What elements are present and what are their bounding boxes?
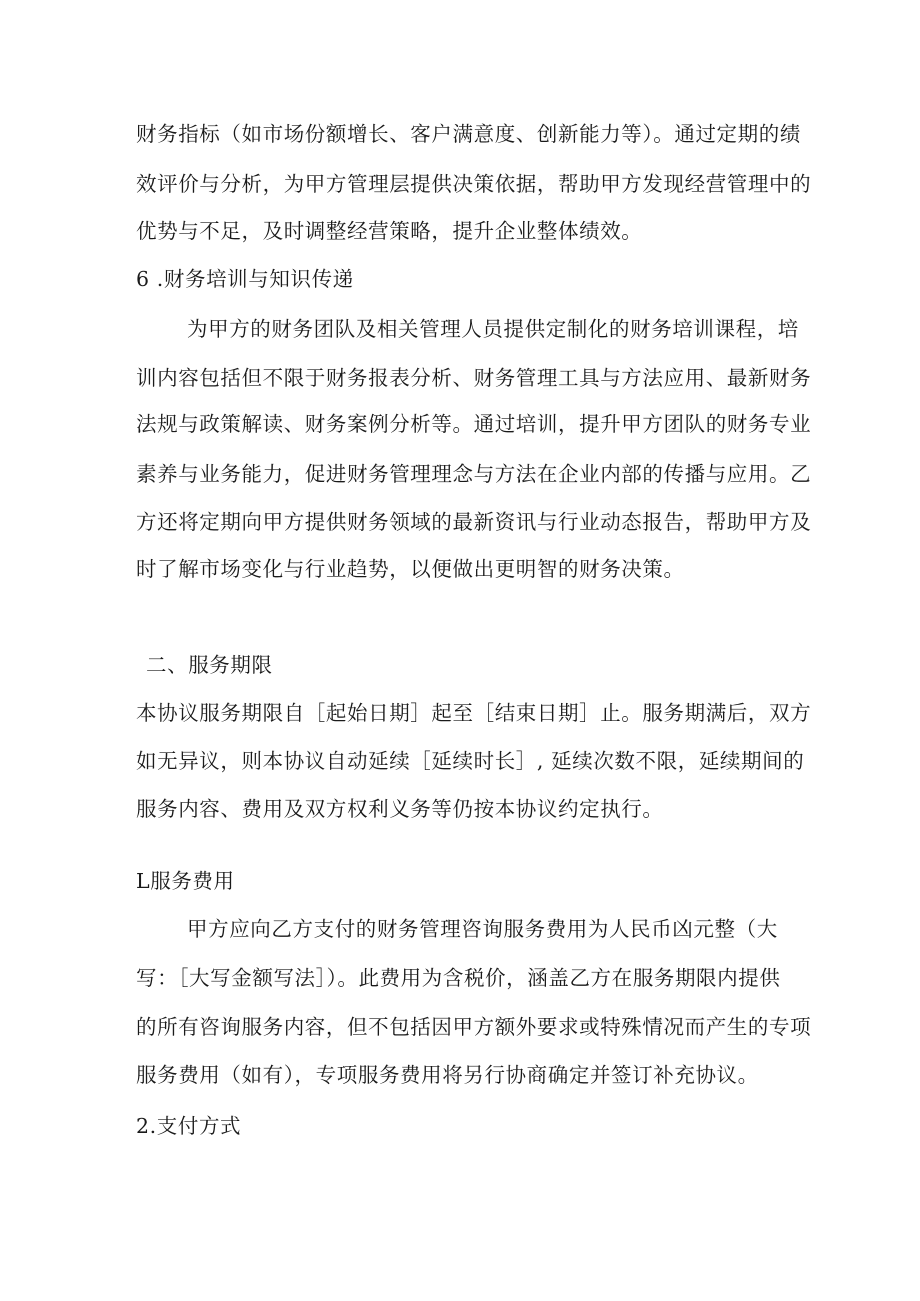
- paragraph-line: 如无异议，则本协议自动延续［延续时长］, 延续次数不限，延续期间的: [136, 749, 805, 773]
- paragraph-line: 优势与不足，及时调整经营策略，提升企业整体绩效。: [136, 219, 643, 243]
- paragraph-line: 时了解市场变化与行业趋势，以便做出更明智的财务决策。: [136, 557, 685, 581]
- section-heading: L服务费用: [136, 869, 235, 893]
- paragraph-line: 服务内容、费用及双方权利义务等仍按本协议约定执行。: [136, 797, 664, 821]
- paragraph-line: 服务费用（如有），专项服务费用将另行协商确定并签订补充协议。: [136, 1063, 759, 1087]
- section-heading: 二、服务期限: [146, 653, 273, 677]
- section-heading: 6 .财务培训与知识传递: [136, 267, 354, 291]
- paragraph-line: 法规与政策解读、财务案例分析等。通过培训，提升甲方团队的财务专业: [136, 412, 812, 436]
- paragraph-line: 训内容包括但不限于财务报表分析、财务管理工具与方法应用、最新财务: [136, 366, 812, 390]
- paragraph-line: 为甲方的财务团队及相关管理人员提供定制化的财务培训课程，培: [187, 317, 799, 341]
- paragraph-line: 的所有咨询服务内容，但不包括因甲方额外要求或特殊情况而产生的专项: [136, 1015, 812, 1039]
- paragraph-line: 甲方应向乙方支付的财务管理咨询服务费用为人民币凶元整（大: [187, 917, 778, 941]
- section-heading: 2.支付方式: [136, 1114, 242, 1138]
- paragraph-line: 素养与业务能力，促进财务管理理念与方法在企业内部的传播与应用。乙: [136, 462, 812, 486]
- paragraph-line: 效评价与分析，为甲方管理层提供决策依据，帮助甲方发现经营管理中的: [136, 172, 812, 196]
- paragraph-line: 财务指标（如市场份额增长、客户满意度、创新能力等）。通过定期的绩: [136, 122, 801, 146]
- paragraph-line: 写：［大写金额写法］）。此费用为含税价，涵盖乙方在服务期限内提供: [136, 966, 781, 990]
- paragraph-line: 方还将定期向甲方提供财务领域的最新资讯与行业动态报告，帮助甲方及: [136, 510, 812, 534]
- paragraph-line: 本协议服务期限自［起始日期］起至［结束日期］止。服务期满后，双方: [136, 701, 812, 725]
